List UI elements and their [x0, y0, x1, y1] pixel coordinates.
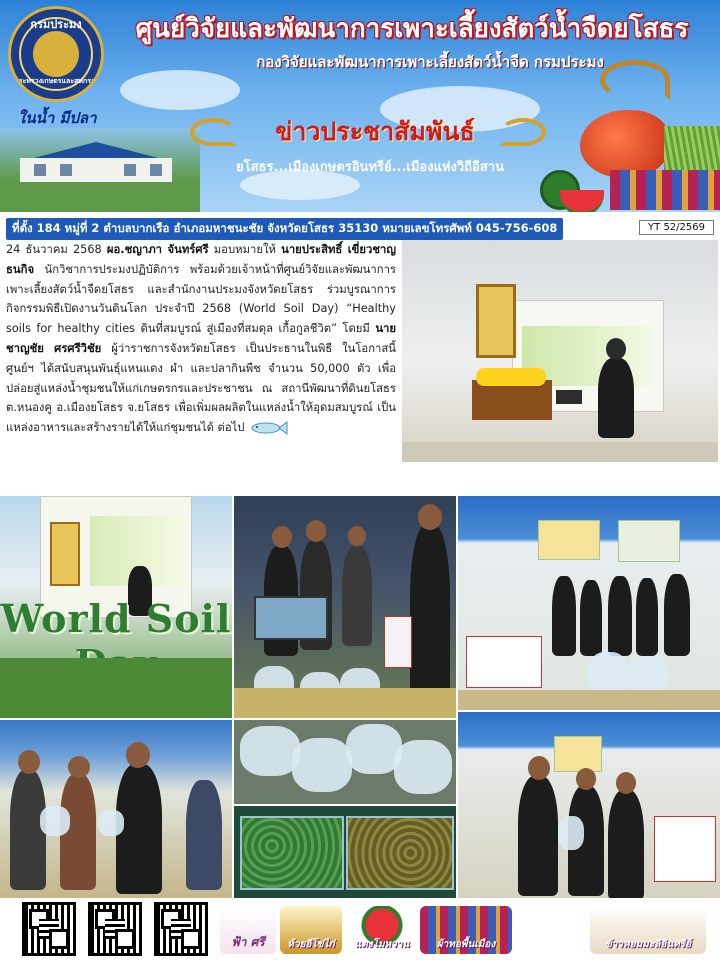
world-soil-day-sign: World Soil	[0, 596, 232, 641]
naga-icon	[600, 60, 670, 100]
watermelon-slice-icon	[560, 190, 604, 212]
province-logo-2: ห้วยอีโข่ไก่	[280, 906, 342, 954]
article-text: 24 ธันวาคม 2568	[6, 243, 107, 256]
address-bar	[0, 218, 720, 240]
department-seal-logo	[8, 6, 104, 102]
officials-viewing-fish-photo	[234, 496, 456, 718]
qr-code[interactable]	[154, 902, 208, 956]
qr-code[interactable]	[88, 902, 142, 956]
world-soil-day-photo	[0, 496, 232, 718]
slogan: ในน้ำ มีปลา	[18, 109, 97, 127]
woven-cloth-icon	[610, 170, 720, 210]
center-building-photo	[0, 128, 200, 212]
fish-bags-photo	[234, 720, 456, 804]
governor-name: นายชาญชัย ศรศรีวิชัย	[6, 322, 396, 355]
director-name: ผอ.ชญาภา จันทร์ศรี	[106, 243, 209, 256]
press-release-title: ข่าวประชาสัมพันธ์	[275, 117, 475, 146]
fish-icon	[580, 110, 670, 178]
seal-bottom-text: กระทรวงเกษตรและสหกรณ์	[14, 77, 98, 85]
province-logo-3: แตงโมหวาน	[350, 906, 414, 954]
province-logo-5: ข้าวหอมมะลิอินทรีย์	[590, 906, 706, 954]
staff-at-booth-photo	[458, 496, 720, 710]
cloud	[120, 70, 240, 110]
article-body	[6, 240, 396, 438]
article-text: มอบหมายให้	[208, 243, 282, 256]
seal-top-text: กรมประมง	[30, 18, 82, 31]
staff-handover-photo	[458, 712, 720, 900]
qr-code[interactable]	[22, 902, 76, 956]
division-subtitle: กองวิจัยและพัฒนาการเพาะเลี้ยงสัตว์น้ำจืด กรมประมง	[256, 53, 604, 71]
article-text: นักวิชาการประมงปฏิบัติการ พร้อมด้วยเจ้าหน้าที่ศูนย์วิจัยและพัฒนาการเพาะเลี้ยงสัตว์น้ำจืดยโสธร และสำนักงานประมงจังหวัดยโสธร ร่วมบูรณาการกิจกรรมพิธีเปิดงานวันดินโลก ประจำปี 2568 (World Soil Day) “Healthy soils for healthy cities ดินที่สมบูรณ์ สู่เมืองที่สมดุล เกื้อกูลชีวิต” โดยมี	[6, 262, 396, 336]
header-banner	[0, 0, 720, 212]
ceremony-speech-photo	[402, 240, 718, 462]
province-logo-4: ผ้าทอพื้นเมือง	[420, 906, 512, 954]
province-tagline: ยโสธร...เมืองเกษตรอินทรีย์...เมืองแห่งวิถีอีสาน	[236, 160, 504, 175]
article-text: ผู้ว่าราชการจังหวัดยโสธร เป็นประธานในพิธี ในโอกาสนี้ศูนย์ฯ ได้สนับสนุนพันธุ์แหนแดง ผำ และปลากินพืช จำนวน 50,000 ตัว เพื่อปล่อยสู่แหล่งน้ำชุมชนให้แก่เกษตรกรและประชาชน ณ สถานีพัฒนาที่ดินยโสธร ต.หนองคู อ.เมืองยโสธร จ.ยโสธร เพื่อเพิ่มผลผลิตในแหล่งน้ำให้อุดมสมบูรณ์ เป็นแหล่งอาหารและสร้างรายได้ให้แก่ชุมชนได้ ต่อไป	[6, 341, 396, 435]
giving-fish-bags-photo	[0, 720, 232, 900]
officer-name: นายประสิทธิ์ เขี่ยวชาญธนกิจ	[6, 243, 396, 276]
document-code: YT 52/2569	[639, 220, 714, 235]
rice-icon	[664, 126, 720, 176]
fish-icon	[250, 421, 288, 435]
center-title: ศูนย์วิจัยและพัฒนาการเพาะเลี้ยงสัตว์น้ำจืดยโสธร	[135, 14, 689, 44]
province-symbols-decoration	[540, 40, 720, 212]
footer	[0, 898, 720, 960]
address-text: ที่ตั้ง 184 หมู่ที่ 2 ตำบลบากเรือ อำเภอมหาชนะชัย จังหวัดยโสธร 35130 หมายเลขโทรศัพท์ 045-756-608	[6, 218, 563, 240]
aquatic-plants-photo	[234, 806, 456, 898]
province-logo-1: ฟ้า ศรี	[220, 906, 276, 954]
